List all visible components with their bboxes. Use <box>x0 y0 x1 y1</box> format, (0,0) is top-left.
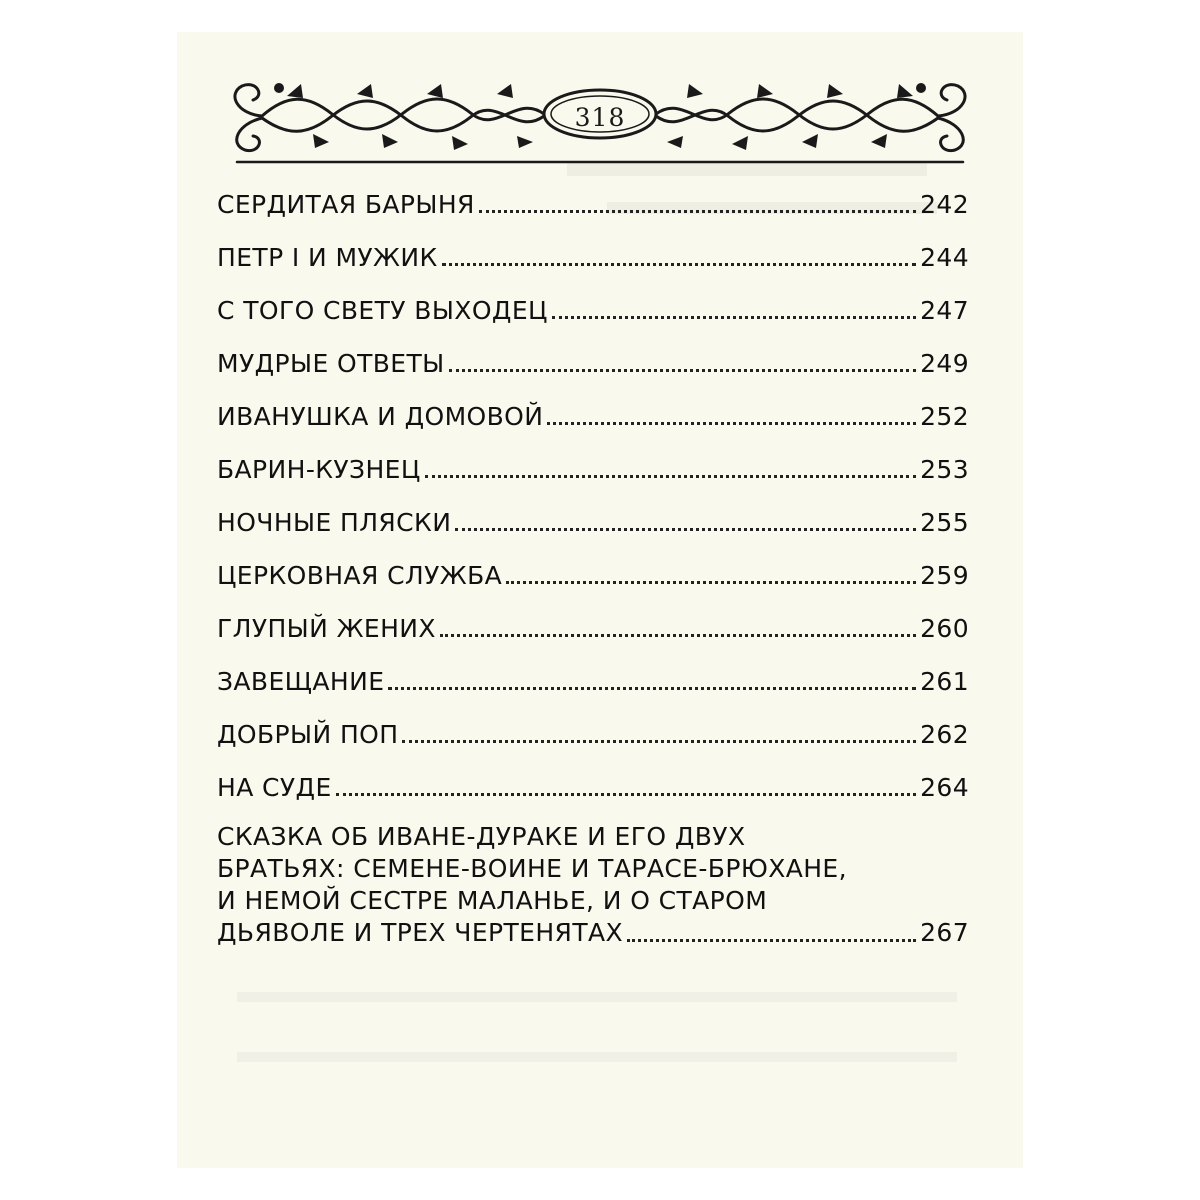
book-page <box>177 32 1023 1168</box>
dot-leader <box>440 634 916 637</box>
page-number: 318 <box>574 103 626 132</box>
toc-entry-page: 259 <box>920 561 969 590</box>
toc-entry-title-line: ДЬЯВОЛЕ И ТРЕХ ЧЕРТЕНЯТАХ <box>217 918 624 947</box>
toc-entry-page: 264 <box>920 773 969 802</box>
toc-entry <box>217 750 969 803</box>
toc-entry <box>217 273 969 326</box>
dot-leader <box>425 475 916 478</box>
dot-leader <box>552 316 916 319</box>
dot-leader <box>506 581 916 584</box>
toc-entry-page: 244 <box>920 243 969 272</box>
toc-entry-title-line: И НЕМОЙ СЕСТРЕ МАЛАНЬЕ, И О СТАРОМ <box>217 886 768 915</box>
toc-entry <box>217 379 969 432</box>
toc-entry-title: НОЧНЫЕ ПЛЯСКИ <box>217 508 452 537</box>
toc-entry-title: ДОБРЫЙ ПОП <box>217 720 399 749</box>
toc-entry-title-line: СКАЗКА ОБ ИВАНЕ-ДУРАКЕ И ЕГО ДВУХ <box>217 822 746 851</box>
dot-leader <box>442 263 916 266</box>
toc-entry-title: С ТОГО СВЕТУ ВЫХОДЕЦ <box>217 296 548 325</box>
toc-entry-title: ЗАВЕЩАНИЕ <box>217 667 385 696</box>
toc-entry <box>217 591 969 644</box>
dot-leader <box>449 369 916 372</box>
table-of-contents <box>217 167 969 949</box>
toc-entry-page: 242 <box>920 190 969 219</box>
dot-leader <box>402 740 916 743</box>
toc-entry <box>217 538 969 591</box>
toc-entry <box>217 644 969 697</box>
toc-entry-page: 255 <box>920 508 969 537</box>
toc-entry <box>217 326 969 379</box>
toc-entry <box>217 697 969 750</box>
dot-leader <box>455 528 916 531</box>
toc-entry-page: 261 <box>920 667 969 696</box>
toc-entry-title-line: БРАТЬЯХ: СЕМЕНЕ-ВОИНЕ И ТАРАСЕ-БРЮХАНЕ, <box>217 854 847 883</box>
ornamental-header <box>217 74 983 174</box>
toc-entry <box>217 485 969 538</box>
toc-entry-multiline <box>217 803 969 949</box>
toc-entry <box>217 220 969 273</box>
toc-entry-page: 253 <box>920 455 969 484</box>
toc-entry-page: 252 <box>920 402 969 431</box>
dot-leader <box>547 422 916 425</box>
toc-entry-title: СЕРДИТАЯ БАРЫНЯ <box>217 190 475 219</box>
toc-entry-title: ПЕТР I И МУЖИК <box>217 243 438 272</box>
dot-leader <box>627 939 916 942</box>
toc-entry-title: ЦЕРКОВНАЯ СЛУЖБА <box>217 561 503 590</box>
toc-entry-title: ГЛУПЫЙ ЖЕНИХ <box>217 614 436 643</box>
toc-entry-title: НА СУДЕ <box>217 773 332 802</box>
bleed-through-shadow <box>237 1052 957 1062</box>
dot-leader <box>479 210 916 213</box>
toc-entry-title: ИВАНУШКА И ДОМОВОЙ <box>217 402 544 431</box>
toc-entry-page: 247 <box>920 296 969 325</box>
toc-entry-title: МУДРЫЕ ОТВЕТЫ <box>217 349 445 378</box>
toc-entry-title: БАРИН-КУЗНЕЦ <box>217 455 421 484</box>
toc-entry <box>217 432 969 485</box>
toc-entry-page: 262 <box>920 720 969 749</box>
dot-leader <box>388 687 916 690</box>
dot-leader <box>336 793 916 796</box>
toc-entry-page: 260 <box>920 614 969 643</box>
toc-entry <box>217 167 969 220</box>
bleed-through-shadow <box>237 992 957 1002</box>
toc-entry-page: 249 <box>920 349 969 378</box>
toc-entry-page: 267 <box>920 918 969 947</box>
toc-entry-last-line <box>217 917 969 949</box>
